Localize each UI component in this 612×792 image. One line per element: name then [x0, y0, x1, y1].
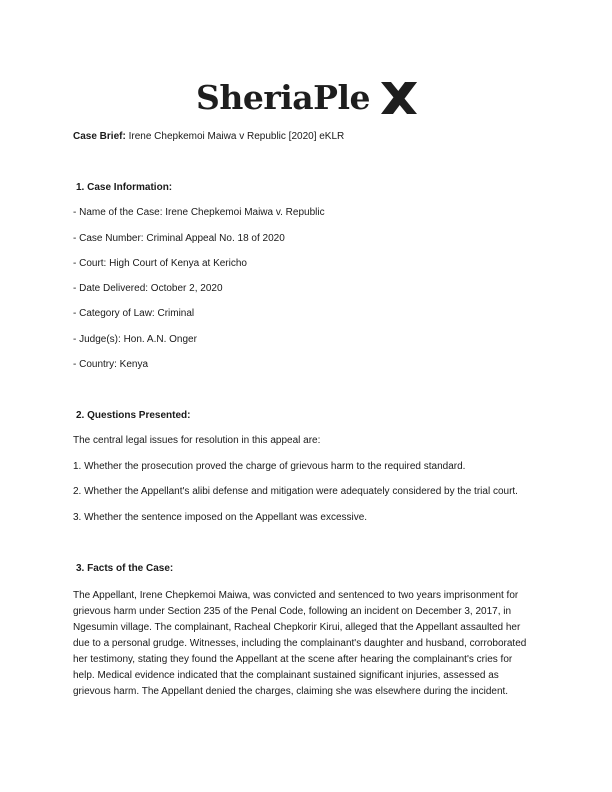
case-info-item: - Date Delivered: October 2, 2020 [73, 283, 223, 294]
case-brief-value: Irene Chepkemoi Maiwa v Republic [2020] eKLR [128, 131, 345, 142]
facts-paragraph [73, 588, 543, 700]
case-info-item: - Category of Law: Criminal [73, 308, 195, 319]
case-info-item: - Judge(s): Hon. A.N. Onger [73, 334, 197, 345]
section-heading-questions-presented: 2. Questions Presented: [76, 410, 191, 421]
question-item: 2. Whether the Appellant's alibi defense and mitigation were adequately considered by the trial court. [73, 486, 518, 497]
facts-line: her testimony, stating they found the Appellant at the scene after hearing the complainant's cries for [73, 654, 513, 665]
facts-line: help. Medical evidence indicated that the complainant sustained significant injuries, assessed as [73, 670, 499, 681]
facts-line: due to a personal grudge. Witnesses, including the complainant's daughter and husband, corroborated [73, 638, 527, 649]
logo-wordmark: SheriaPle [196, 78, 370, 117]
question-item: 1. Whether the prosecution proved the charge of grievous harm to the required standard. [73, 461, 466, 472]
facts-line: The Appellant, Irene Chepkemoi Maiwa, was convicted and sentenced to two years imprisonment for [73, 590, 519, 601]
logo-x-mark [379, 80, 419, 116]
case-info-item: - Name of the Case: Irene Chepkemoi Maiwa v. Republic [73, 207, 325, 218]
questions-intro: The central legal issues for resolution in this appeal are: [73, 435, 321, 446]
section-heading-case-information: 1. Case Information: [76, 182, 173, 193]
sheriaplex-logo [196, 78, 418, 122]
facts-line: grievous harm under Section 235 of the Penal Code, following an incident on December 3, 2017, in [73, 606, 512, 617]
case-brief-line [73, 131, 344, 143]
case-info-item: - Court: High Court of Kenya at Kericho [73, 258, 247, 269]
case-info-item: - Country: Kenya [73, 359, 149, 370]
facts-line: grievous harm. The Appellant denied the charges, claiming she was elsewhere during the incident. [73, 686, 509, 697]
section-heading-facts: 3. Facts of the Case: [76, 563, 174, 574]
case-brief-label: Case Brief: [73, 131, 126, 142]
question-item: 3. Whether the sentence imposed on the Appellant was excessive. [73, 512, 368, 523]
facts-line: Ngesumin village. The complainant, Racheal Chepkorir Kirui, alleged that the Appellant assaulted her [73, 622, 521, 633]
case-info-item: - Case Number: Criminal Appeal No. 18 of 2020 [73, 233, 285, 244]
